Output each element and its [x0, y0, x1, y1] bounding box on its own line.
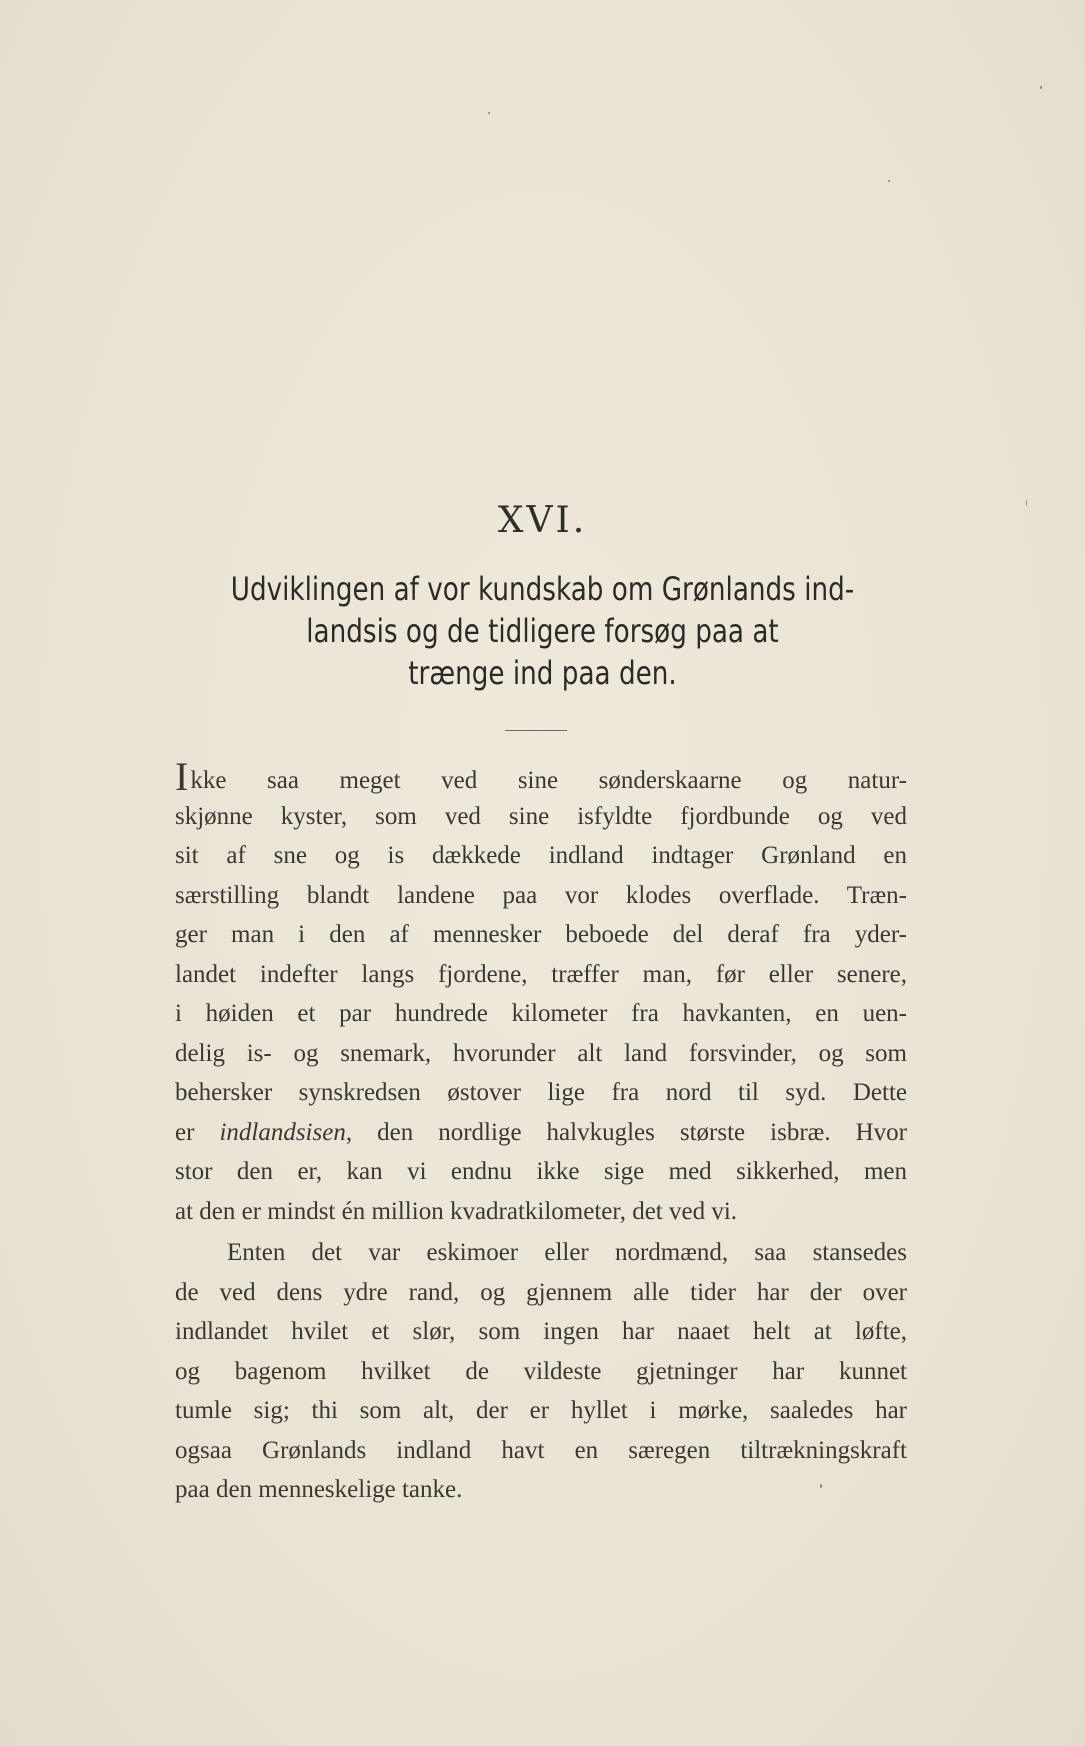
- text-line: at den er mindst én million kvadratkilometer, det ved vi.: [175, 1197, 738, 1225]
- text-line: delig is- og snemark, hvorunder alt land forsvinder, og som: [175, 1039, 907, 1067]
- text-line: sit af sne og is dækkede indland indtager Grønland en: [175, 842, 907, 869]
- text-segment: er: [175, 1118, 220, 1146]
- text-segment: , den nordlige halvkugles største isbræ. Hvor: [345, 1118, 907, 1146]
- paragraph-2: [175, 1233, 907, 1510]
- text-line: tumle sig; thi som alt, der er hyllet i mørke, saaledes har: [175, 1397, 907, 1424]
- paragraph-1: [175, 754, 907, 1231]
- text-line: paa den menneskelige tanke.: [175, 1476, 463, 1503]
- italic-term: indlandsisen: [219, 1118, 346, 1146]
- text-line: [175, 1113, 907, 1153]
- title-line: landsis og de tidligere forsøg paa at: [306, 612, 779, 650]
- text-line: stor den er, kan vi endnu ikke sige med sikkerhed, men: [175, 1158, 907, 1185]
- text-line: de ved dens ydre rand, og gjennem alle tider har der over: [175, 1278, 907, 1306]
- title-divider: [505, 730, 567, 731]
- text-line: særstilling blandt landene paa vor klodes overflade. Træn-: [175, 881, 907, 909]
- text-line: landet indefter langs fjordene, træffer man, før eller senere,: [175, 960, 907, 988]
- chapter-title: [221, 568, 865, 694]
- text-line: og bagenom hvilket de vildeste gjetninger har kunnet: [175, 1357, 907, 1385]
- text-line: ogsaa Grønlands indland havt en særegen tiltrækningskraft: [175, 1436, 907, 1464]
- title-line: trænge ind paa den.: [408, 654, 677, 692]
- text-line: i høiden et par hundrede kilometer fra havkanten, en uen-: [175, 1000, 907, 1027]
- drop-cap: I: [175, 754, 189, 799]
- title-line: Udviklingen af vor kundskab om Grønlands ind-: [230, 570, 855, 608]
- text-line: ger man i den af mennesker beboede del deraf fra yder-: [175, 921, 907, 948]
- text-line: behersker synskredsen østover lige fra nord til syd. Dette: [175, 1079, 907, 1106]
- chapter-number: XVI.: [497, 500, 588, 541]
- text-line-content: kke saa meget ved sine sønderskaarne og natur-: [190, 767, 907, 794]
- text-line: indlandet hvilet et slør, som ingen har naaet helt at løfte,: [175, 1318, 907, 1345]
- text-line: skjønne kyster, som ved sine isfyldte fjordbunde og ved: [175, 802, 907, 830]
- text-line: [175, 754, 907, 799]
- text-line: Enten det var eskimoer eller nordmænd, saa stansedes: [227, 1239, 907, 1266]
